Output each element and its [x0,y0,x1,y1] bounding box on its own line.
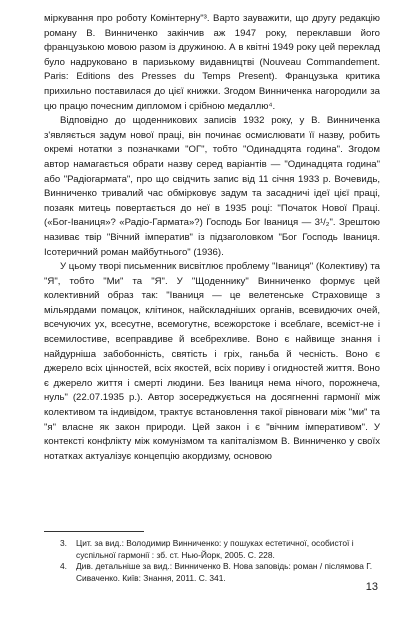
footnote-4 [60,561,380,584]
footnote-divider [44,531,144,532]
footnote-text: Цит. за вид.: Володимир Винниченко: у пошуках естетичної, особистої і суспільної гармонії : зб. ст. Нью-Йорк, 2005. С. 228. [76,538,354,560]
footnote-text: Див. детальніше за вид.: Винниченко В. Нова заповідь: роман / післямова Г. Сиваченко. Київ: Знання, 2011. С. 341. [76,561,373,583]
footnote-number: 4. [60,561,67,572]
paragraph-3: У цьому творі письменник висвітлює проблему "Іваниця" (Колективу) та "Я", тобто "Ми" та "Я". У "Щоденнику" Винниченко формує цей колективний образ так: "Іваниця — це велетенське Страховище з мільярдами помацок, клітинок, найскладніших органів, всевидючих очей, всечуючих ух, всесутне, всемогутнє, всежорстоке і всеблаге, всеміст-не і всемилостиве, всеправдиве й всебрехливе. Воно є найвище знання і найдурніша забобонність, святість і гріх, ганьба й чесність. Воно є джерело всіх цінностей, всіх якостей, всіх пориву і огидностей життя. Воно є джерело життя і смерті людини. Без Іваниця нема нічого, порожнеча, нуль" (22.07.1935 р.). Автор зосереджується на досягненні гармонії між колективом та індивідом, трактує встановлення такої рівноваги між "ми" та "я" власне як закон природи. Цей закон і є "вічним імперативом". У контексті конфлікту між комунізмом та капіталізмом В. Винниченко у своїх нотатках актуалізує концепцію акордизму, основою [44,261,380,462]
page-number: 13 [365,581,378,593]
paragraph-2: Відповідно до щоденникових записів 1932 року, у В. Винниченка з'являється задум нової праці, він починає осмислювати її назву, робить окремі нотатки з позначками "ОГ", тобто "Одинадцята година". Згодом автор намагається обрати назву серед варіантів — "Одинадцята година" або "Радіогармата", про що свідчить запис від 11 січня 1933 р. Вочевидь, Винниченко тривалий час обмірковує задум та засадничі ідеї цієї праці, позаяк митець повертається до неї в 1935 році: "Початок Нової Праці. («Бог-Іваниця»? «Радіо-Гармата»?) Господь Бог Іваниця — 3¹/₂". Зрештою називає твір "Вічний імператив" із підзаголовком "Бог Господь Іваниця. Ісотеричний роман майбутнього" (1936). [44,115,380,258]
footnote-3 [60,538,380,561]
footnote-number: 3. [60,538,67,548]
main-text [44,12,380,464]
paragraph-1: міркування про роботу Комінтерну"³. Варто зауважити, що другу редакцію роману В. Винниченко закінчив аж 1947 року, переклавши його французькою мовою разом із дружиною. А в квітні 1949 року цей переклад було надруковано в паризькому видавництві (Nouveau Commandement. Paris: Editions des Presses du Temps Present). Французька критика прихильно поставилася до цієї книжки. Згодом Винниченка нагородили за цю працю почесним дипломом і срібною медаллю⁴. [44,13,380,112]
footnotes [60,538,380,584]
